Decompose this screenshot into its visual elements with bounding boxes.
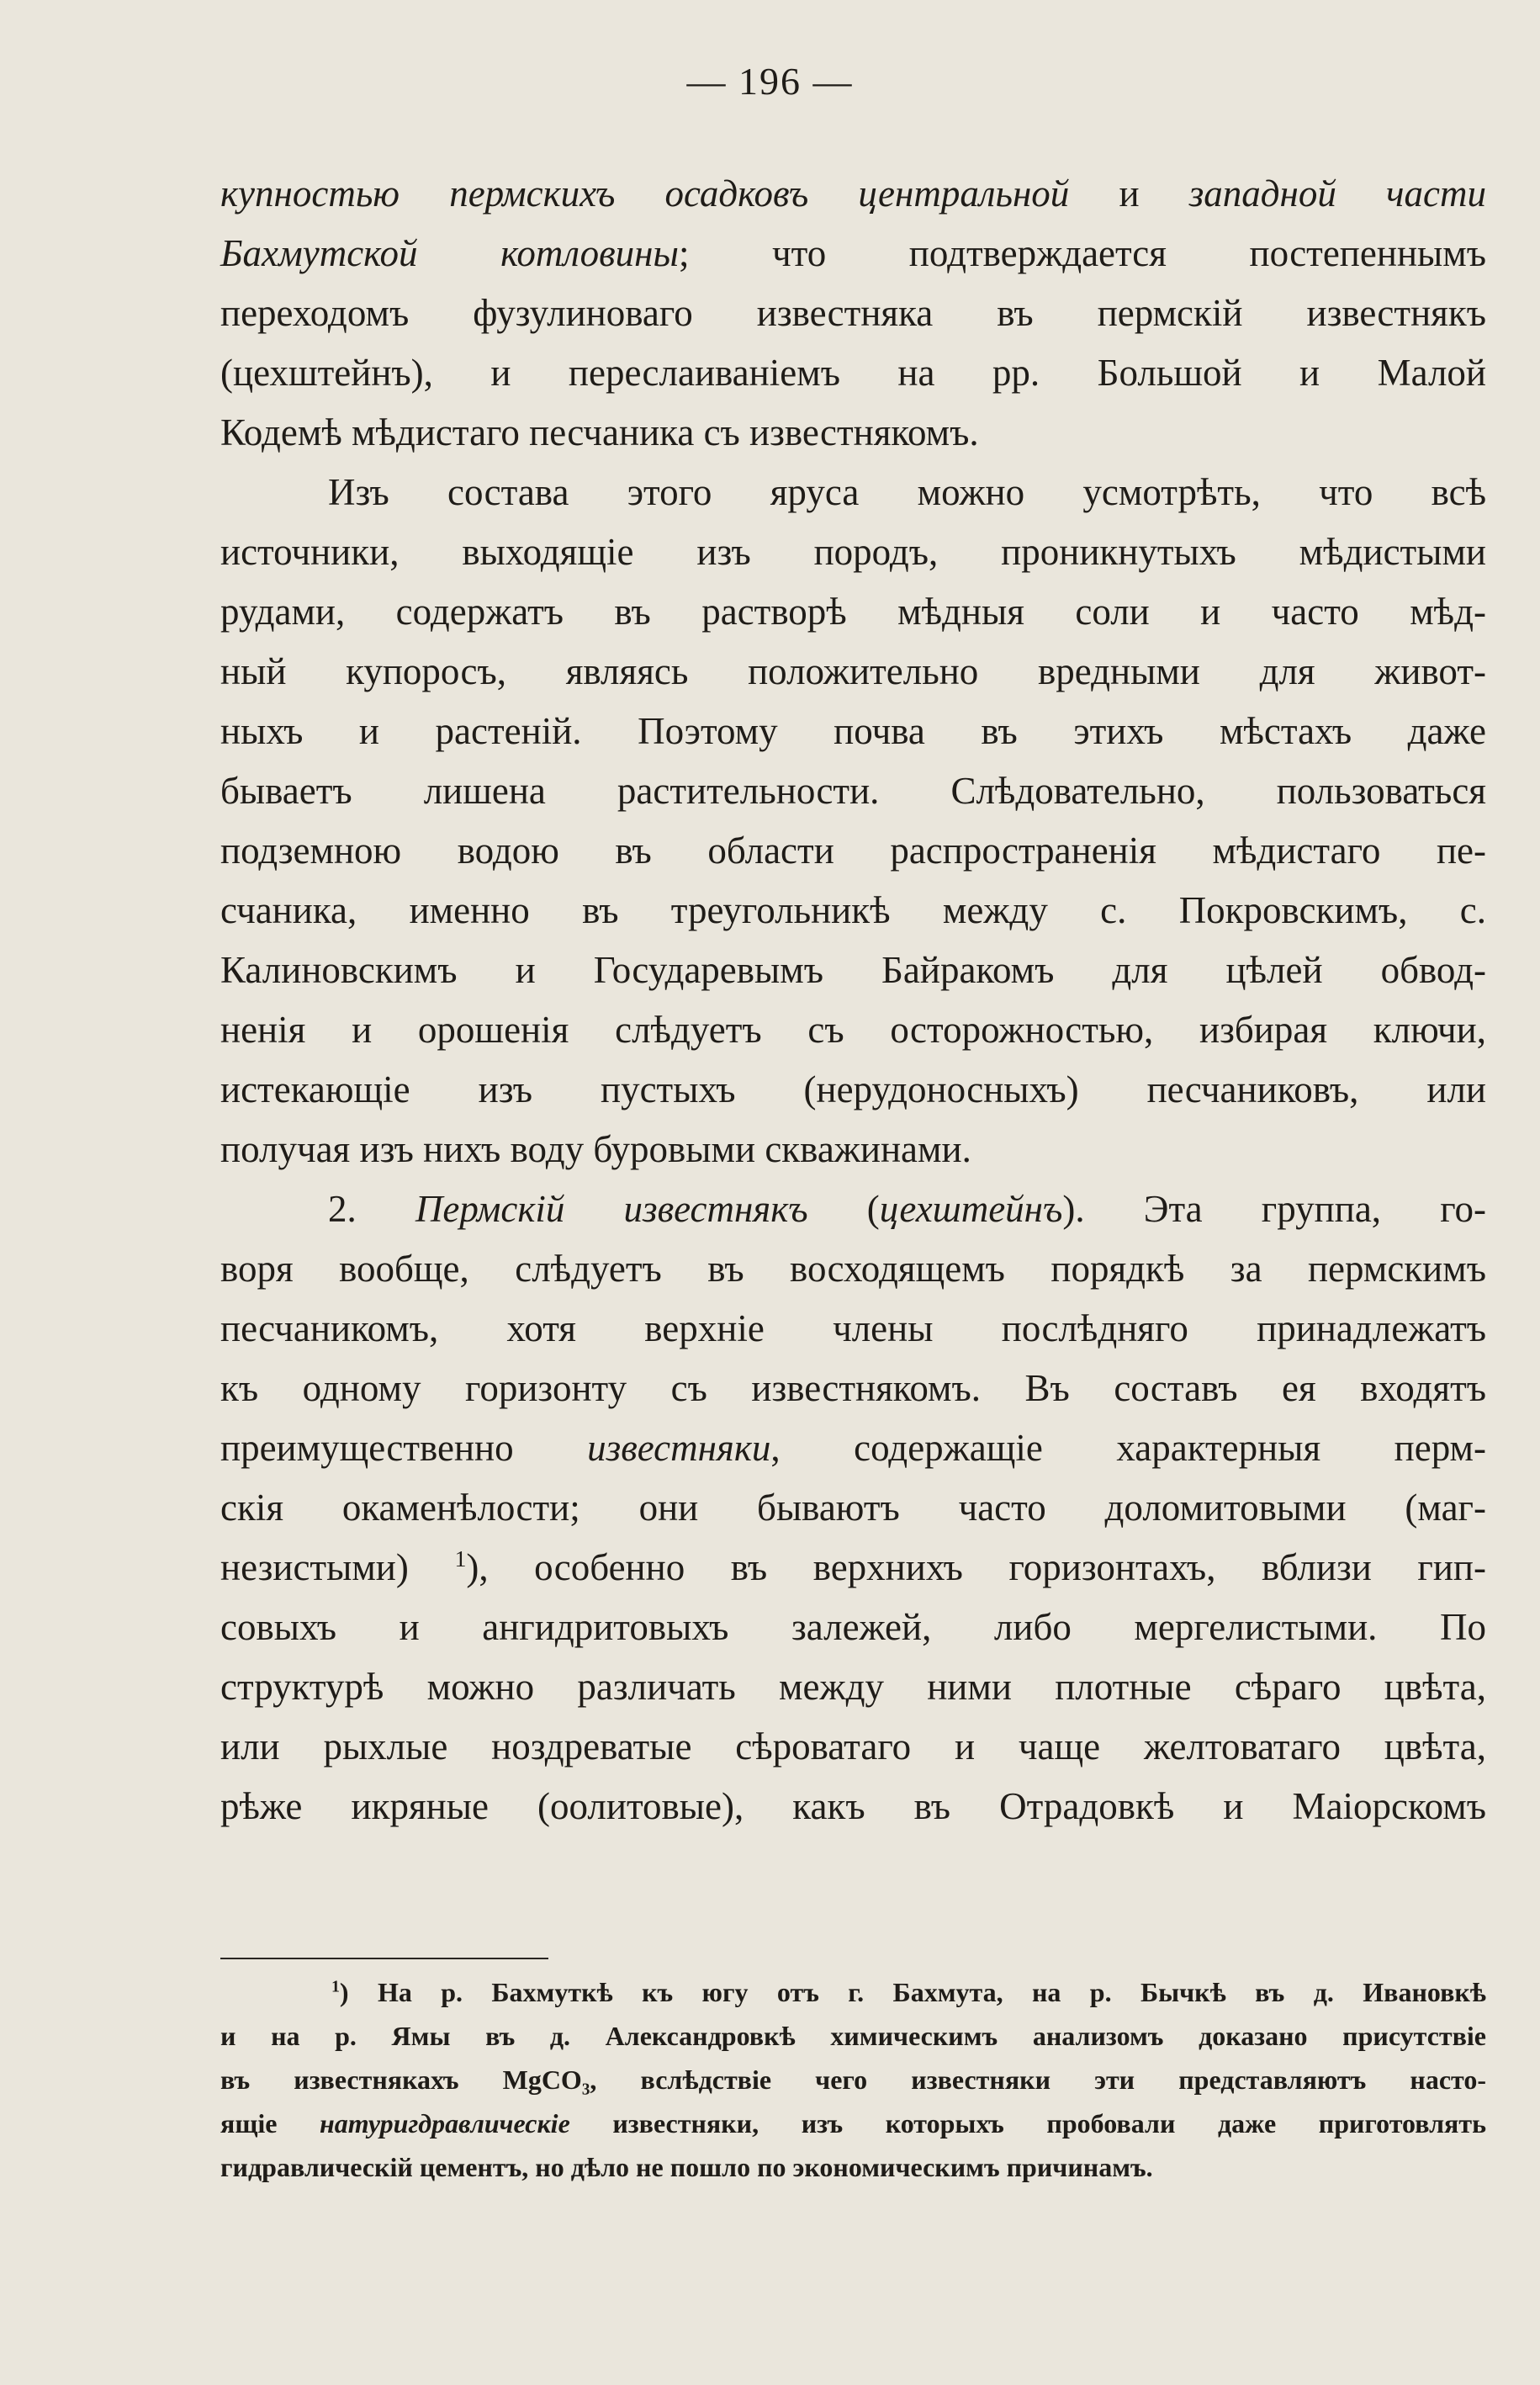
text-run: 2. <box>328 1188 415 1230</box>
text-line <box>220 284 1486 343</box>
text-run: въ известнякахъ MgCO₃, вслѣдствіе чего известняки эти представляютъ насто- <box>220 2064 1486 2095</box>
text-run: песчаникомъ, хотя верхніе члены послѣдняго принадлежатъ <box>220 1307 1486 1349</box>
italic-text: Пермскій известнякъ <box>415 1188 808 1230</box>
text-run: или рыхлые ноздреватые сѣроватаго и чаще желтоватаго цвѣта, <box>220 1725 1486 1768</box>
text-line <box>220 761 1486 821</box>
text-run: и на р. Ямы въ д. Александровкѣ химическимъ анализомъ доказано присутствіе <box>220 2021 1486 2051</box>
footnote-line <box>220 2101 1486 2145</box>
text-run: , содержащіе характерныя перм- <box>770 1427 1486 1469</box>
text-run: ). Эта группа, го- <box>1062 1188 1487 1230</box>
italic-text: Бахмутской котловины <box>220 232 679 274</box>
text-line <box>220 941 1486 1000</box>
text-run: ), особенно въ верхнихъ горизонтахъ, вблизи гип- <box>466 1546 1486 1588</box>
italic-text: цехштейнъ <box>879 1188 1063 1230</box>
text-run: бываетъ лишена растительности. Слѣдовательно, пользоваться <box>220 770 1486 812</box>
text-run: источники, выходящіе изъ породъ, проникнутыхъ мѣдистыми <box>220 531 1486 573</box>
text-line <box>220 702 1486 761</box>
footnote-marker: 1 <box>454 1546 467 1572</box>
text-run: (цехштейнъ), и переслаиваніемъ на рр. Большой и Малой <box>220 352 1486 394</box>
text-line <box>220 1000 1486 1060</box>
text-run: ) На р. Бахмуткѣ къ югу отъ г. Бахмута, на р. Бычкѣ въ д. Ивановкѣ <box>339 1977 1486 2007</box>
text-run: совыхъ и ангидритовыхъ залежей, либо мергелистыми. По <box>220 1606 1486 1648</box>
text-run: счаника, именно въ треугольникѣ между с. Покровскимъ, с. <box>220 889 1486 931</box>
text-run: ный купоросъ, являясь положительно вредными для живот- <box>220 650 1486 692</box>
text-run: къ одному горизонту съ известнякомъ. Въ составъ ея входятъ <box>220 1367 1486 1409</box>
text-line <box>220 403 1486 463</box>
text-line <box>220 164 1486 224</box>
text-run: известняки, изъ которыхъ пробовали даже приготовлять <box>569 2108 1487 2139</box>
text-run: ныхъ и растеній. Поэтому почва въ этихъ мѣстахъ даже <box>220 710 1486 752</box>
footnote-marker: 1 <box>331 1977 340 1996</box>
italic-text: западной части <box>1188 172 1486 215</box>
italic-text: купностью пермскихъ осадковъ центральной <box>220 172 1070 215</box>
text-run: переходомъ фузулиноваго известняка въ пермскій известнякъ <box>220 292 1486 334</box>
text-run: структурѣ можно различать между ними плотные сѣраго цвѣта, <box>220 1666 1486 1708</box>
text-line <box>220 224 1486 284</box>
text-line <box>220 1777 1486 1836</box>
italic-text: известняки <box>587 1427 771 1469</box>
text-line <box>220 1598 1486 1657</box>
italic-text: натуригдравлическіе <box>320 2108 570 2139</box>
text-run: ; что подтверждается постепеннымъ <box>678 232 1487 274</box>
text-run: преимущественно <box>220 1427 588 1469</box>
text-run: Кодемѣ мѣдистаго песчаника съ известнякомъ. <box>220 411 979 453</box>
paragraph-first-line <box>220 463 1486 522</box>
text-run: ящіе <box>220 2108 320 2139</box>
body-text <box>220 164 1486 1836</box>
text-run: гидравлическій цементъ, но дѣло не пошло по экономическимъ причинамъ. <box>220 2152 1153 2182</box>
text-line <box>220 1538 1486 1598</box>
text-run: ненія и орошенія слѣдуетъ съ осторожностью, избирая ключи, <box>220 1009 1486 1051</box>
text-line <box>220 1717 1486 1777</box>
text-run: истекающіе изъ пустыхъ (нерудоносныхъ) песчаниковъ, или <box>220 1068 1486 1110</box>
text-run: Изъ состава этого яруса можно усмотрѣть, что всѣ <box>328 471 1486 513</box>
footnotes <box>220 1970 1486 2189</box>
text-line <box>220 343 1486 403</box>
text-run: рудами, содержатъ въ растворѣ мѣдныя соли и часто мѣд- <box>220 591 1486 633</box>
page-number: — 196 — <box>686 60 854 103</box>
text-line <box>220 1478 1486 1538</box>
text-run: незистыми) <box>220 1546 455 1588</box>
text-run: подземною водою въ области распространенія мѣдистаго пе- <box>220 829 1486 872</box>
text-line <box>220 522 1486 582</box>
text-run: и <box>1069 172 1189 215</box>
text-line <box>220 1657 1486 1717</box>
text-line <box>220 1299 1486 1359</box>
footnote-line <box>220 2145 1486 2189</box>
text-line <box>220 1060 1486 1120</box>
footnote-line <box>220 1970 1486 2014</box>
text-line <box>220 821 1486 881</box>
text-run: скія окаменѣлости; они бываютъ часто доломитовыми (маг- <box>220 1487 1486 1529</box>
text-run: рѣже икряные (оолитовые), какъ въ Отрадовкѣ и Маіорскомъ <box>220 1785 1486 1827</box>
footnote-line <box>220 2058 1486 2101</box>
text-line <box>220 582 1486 642</box>
text-line <box>220 881 1486 941</box>
footnote-divider <box>220 1958 548 1959</box>
section-heading-line <box>220 1179 1486 1239</box>
text-line <box>220 1120 1486 1179</box>
text-run: получая изъ нихъ воду буровыми скважинами. <box>220 1128 971 1170</box>
text-run: воря вообще, слѣдуетъ въ восходящемъ порядкѣ за пермскимъ <box>220 1248 1486 1290</box>
text-line <box>220 642 1486 702</box>
text-run: Калиновскимъ и Государевымъ Байракомъ для цѣлей обвод- <box>220 949 1486 991</box>
text-run: ( <box>807 1188 880 1230</box>
text-line <box>220 1359 1486 1418</box>
text-line <box>220 1418 1486 1478</box>
text-line <box>220 1239 1486 1299</box>
footnote-line <box>220 2014 1486 2058</box>
